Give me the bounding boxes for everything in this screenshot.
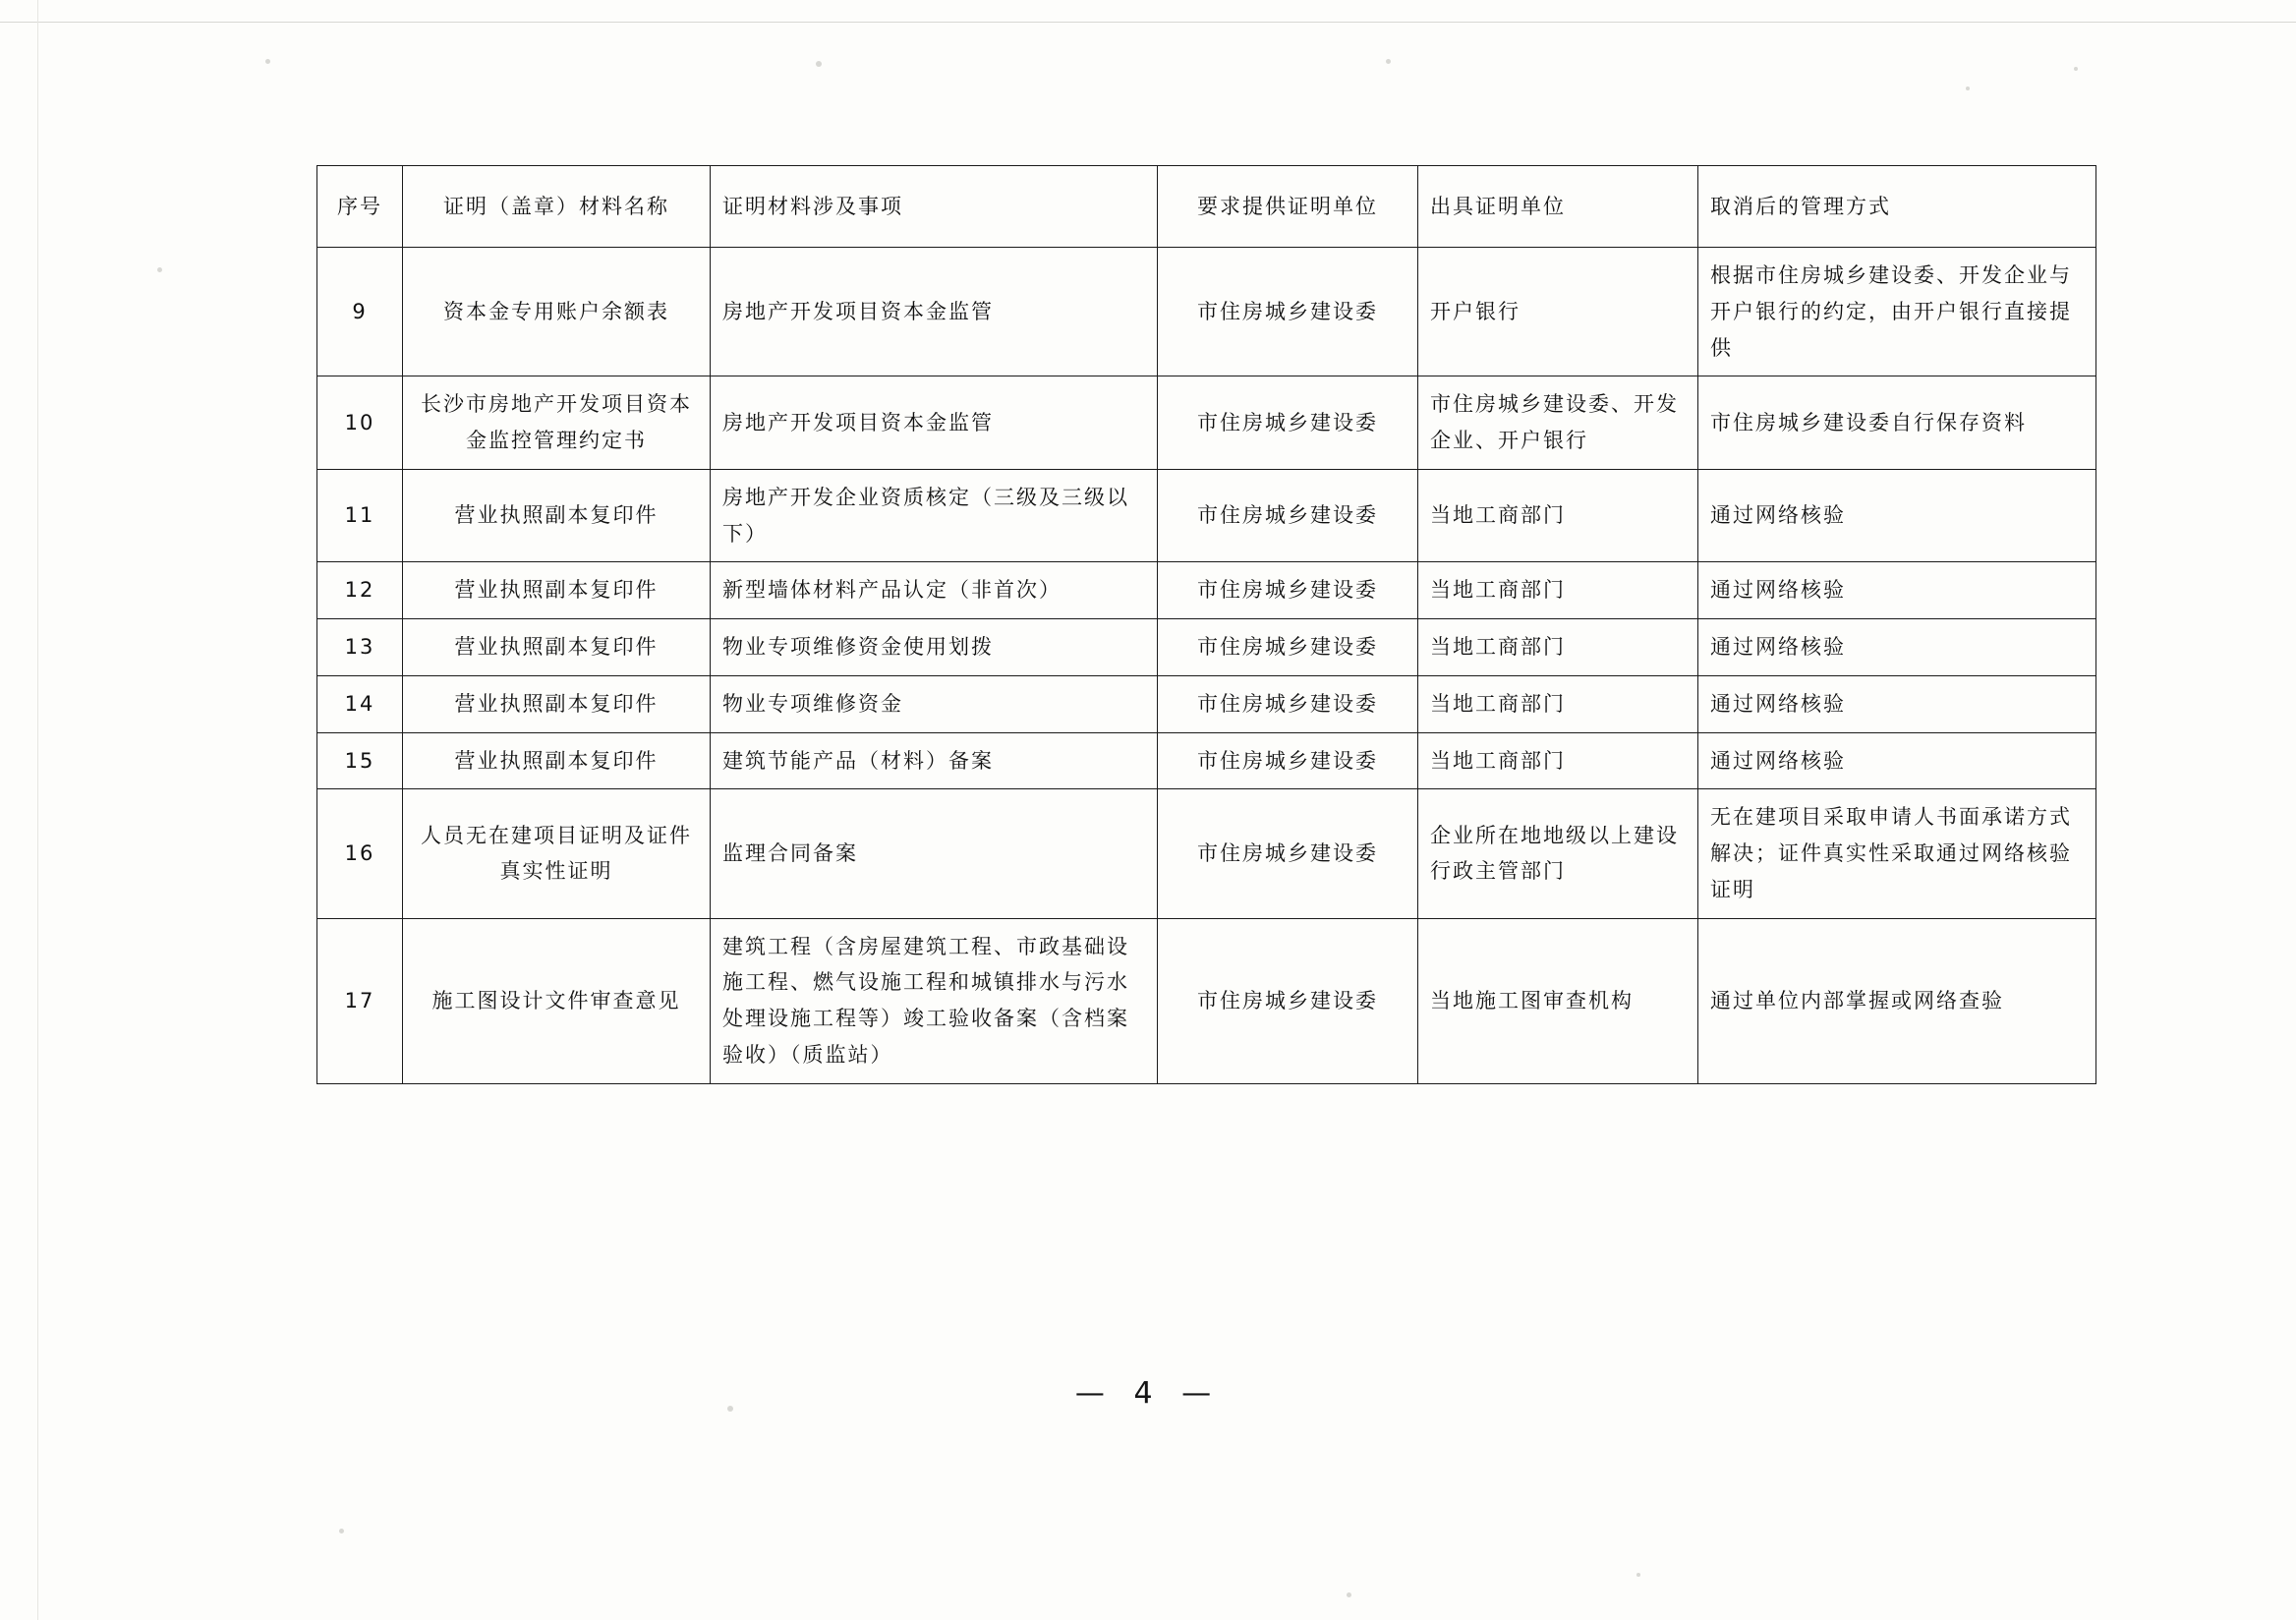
table-row [317,469,2096,562]
cell-management: 市住房城乡建设委自行保存资料 [1698,376,2096,470]
page-number-text: — 4 — [1074,1376,1222,1411]
table-header [317,166,2096,248]
header-requester: 要求提供证明单位 [1158,166,1418,248]
cell-management: 根据市住房城乡建设委、开发企业与开户银行的约定，由开户银行直接提供 [1698,248,2096,376]
cell-management: 通过网络核验 [1698,619,2096,676]
cell-matter: 物业专项维修资金 [711,675,1158,732]
scan-speck [1347,1592,1351,1597]
cell-index: 9 [317,248,403,376]
cell-issuer: 当地工商部门 [1418,469,1698,562]
cell-management: 通过网络核验 [1698,562,2096,619]
cell-requester: 市住房城乡建设委 [1158,376,1418,470]
cell-issuer: 当地施工图审查机构 [1418,918,1698,1083]
cell-matter: 建筑节能产品（材料）备案 [711,732,1158,789]
cell-issuer: 当地工商部门 [1418,562,1698,619]
cell-requester: 市住房城乡建设委 [1158,562,1418,619]
cell-requester: 市住房城乡建设委 [1158,918,1418,1083]
header-issuer: 出具证明单位 [1418,166,1698,248]
scan-speck [1636,1573,1640,1577]
cell-index: 16 [317,789,403,918]
scan-speck [816,61,822,67]
cell-requester: 市住房城乡建设委 [1158,675,1418,732]
cell-matter: 建筑工程（含房屋建筑工程、市政基础设施工程、燃气设施工程和城镇排水与污水处理设施工程等）竣工验收备案（含档案验收）（质监站） [711,918,1158,1083]
cell-material: 营业执照副本复印件 [403,732,711,789]
cell-matter: 监理合同备案 [711,789,1158,918]
header-management: 取消后的管理方式 [1698,166,2096,248]
cell-matter: 房地产开发项目资本金监管 [711,376,1158,470]
cell-requester: 市住房城乡建设委 [1158,732,1418,789]
table-body [317,248,2096,1084]
cell-index: 10 [317,376,403,470]
cell-material: 营业执照副本复印件 [403,619,711,676]
scan-speck [265,59,270,64]
cell-management: 通过网络核验 [1698,732,2096,789]
cell-index: 17 [317,918,403,1083]
cell-issuer: 当地工商部门 [1418,619,1698,676]
cell-material: 人员无在建项目证明及证件真实性证明 [403,789,711,918]
cell-index: 12 [317,562,403,619]
scan-speck [157,267,162,272]
table-row [317,248,2096,376]
cell-matter: 房地产开发企业资质核定（三级及三级以下） [711,469,1158,562]
cell-material: 施工图设计文件审查意见 [403,918,711,1083]
table-row [317,619,2096,676]
cell-requester: 市住房城乡建设委 [1158,469,1418,562]
certificate-table-container [316,165,2072,1084]
cell-index: 13 [317,619,403,676]
cell-matter: 物业专项维修资金使用划拨 [711,619,1158,676]
page-number [0,1376,2296,1411]
cell-issuer: 当地工商部门 [1418,675,1698,732]
cell-issuer: 市住房城乡建设委、开发企业、开户银行 [1418,376,1698,470]
certificate-table [316,165,2096,1084]
header-index: 序号 [317,166,403,248]
cell-requester: 市住房城乡建设委 [1158,248,1418,376]
header-material: 证明（盖章）材料名称 [403,166,711,248]
cell-material: 长沙市房地产开发项目资本金监控管理约定书 [403,376,711,470]
cell-matter: 房地产开发项目资本金监管 [711,248,1158,376]
table-header-row [317,166,2096,248]
cell-index: 11 [317,469,403,562]
cell-index: 15 [317,732,403,789]
cell-requester: 市住房城乡建设委 [1158,789,1418,918]
cell-matter: 新型墙体材料产品认定（非首次） [711,562,1158,619]
scan-speck [339,1529,344,1533]
table-row [317,562,2096,619]
cell-management: 通过单位内部掌握或网络查验 [1698,918,2096,1083]
scan-artifact-line [0,22,2296,23]
cell-material: 资本金专用账户余额表 [403,248,711,376]
cell-material: 营业执照副本复印件 [403,469,711,562]
scan-speck [1966,87,1970,90]
header-matters: 证明材料涉及事项 [711,166,1158,248]
cell-material: 营业执照副本复印件 [403,562,711,619]
cell-index: 14 [317,675,403,732]
table-row [317,376,2096,470]
scan-speck [1386,59,1391,64]
table-row [317,789,2096,918]
cell-management: 无在建项目采取申请人书面承诺方式解决；证件真实性采取通过网络核验证明 [1698,789,2096,918]
cell-management: 通过网络核验 [1698,469,2096,562]
cell-issuer: 企业所在地地级以上建设行政主管部门 [1418,789,1698,918]
cell-issuer: 开户银行 [1418,248,1698,376]
cell-issuer: 当地工商部门 [1418,732,1698,789]
cell-management: 通过网络核验 [1698,675,2096,732]
table-row [317,918,2096,1083]
scan-speck [2074,67,2078,71]
table-row [317,732,2096,789]
table-row [317,675,2096,732]
cell-material: 营业执照副本复印件 [403,675,711,732]
cell-requester: 市住房城乡建设委 [1158,619,1418,676]
